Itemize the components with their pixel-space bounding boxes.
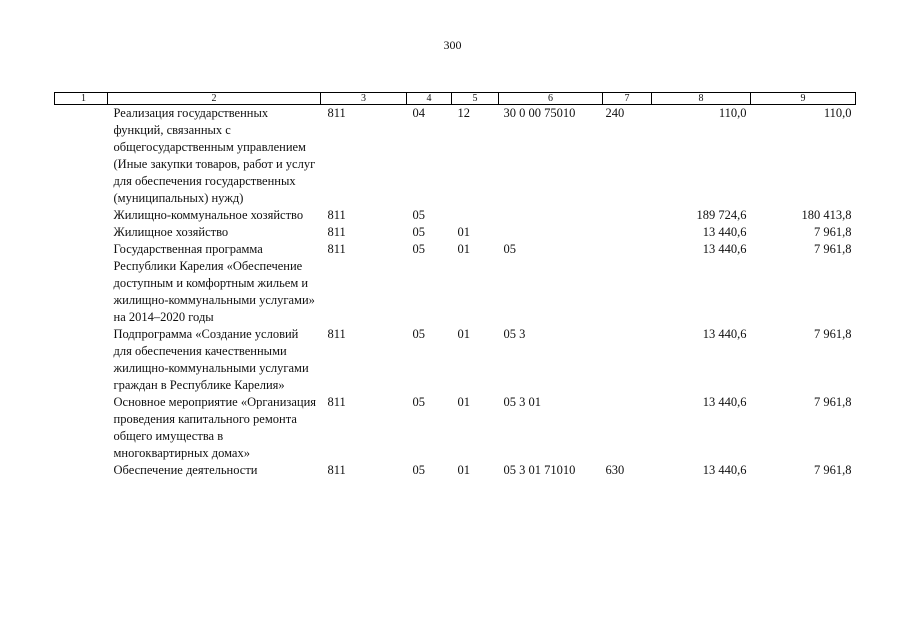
subsection-code: 01 xyxy=(457,327,470,341)
amount-year-2: 7 961,8 xyxy=(814,225,852,239)
column-number: 3 xyxy=(321,93,407,105)
amount-year-2: 7 961,8 xyxy=(814,395,852,409)
subsection-code: 12 xyxy=(457,106,470,120)
ministry-code: 811 xyxy=(327,463,346,477)
row-name: Жилищно-коммунальное хозяйство xyxy=(113,208,304,222)
column-number: 7 xyxy=(603,93,652,105)
section-code: 05 xyxy=(412,208,425,222)
row-name: Реализация государственных функций, связанных с общегосударственным управлением (Иные закупки товаров, работ и услуг для обеспечения государственных (муниципальных) нужд) xyxy=(113,106,316,205)
column-number: 2 xyxy=(108,93,321,105)
column-number: 8 xyxy=(652,93,751,105)
amount-year-1: 13 440,6 xyxy=(702,242,747,256)
table-row xyxy=(55,207,856,224)
amount-year-2: 7 961,8 xyxy=(814,327,852,341)
section-code: 05 xyxy=(412,327,425,341)
expense-type-code xyxy=(603,224,652,241)
ministry-code: 811 xyxy=(327,106,346,120)
ministry-code: 811 xyxy=(327,327,346,341)
amount-year-2: 110,0 xyxy=(823,106,852,120)
target-article-code: 05 xyxy=(503,242,516,256)
row-number-cell xyxy=(55,224,108,241)
page-number: 300 xyxy=(443,38,462,52)
section-code: 05 xyxy=(412,463,425,477)
amount-year-1: 110,0 xyxy=(718,106,747,120)
table-row xyxy=(55,105,856,208)
ministry-code: 811 xyxy=(327,395,346,409)
row-number-cell xyxy=(55,241,108,326)
amount-year-1: 13 440,6 xyxy=(702,225,747,239)
amount-year-2: 7 961,8 xyxy=(814,242,852,256)
column-number: 9 xyxy=(751,93,856,105)
row-number-cell xyxy=(55,462,108,479)
row-name: Обеспечение деятельности xyxy=(113,463,258,477)
target-article-code: 05 3 01 xyxy=(503,395,541,409)
target-article-code: 05 3 01 71010 xyxy=(503,463,576,477)
table-row xyxy=(55,462,856,479)
amount-year-1: 13 440,6 xyxy=(702,463,747,477)
subsection-code: 01 xyxy=(457,463,470,477)
table-row xyxy=(55,241,856,326)
target-article-code: 30 0 00 75010 xyxy=(503,106,576,120)
row-number-cell xyxy=(55,207,108,224)
row-name: Жилищное хозяйство xyxy=(113,225,229,239)
row-number-cell xyxy=(55,326,108,394)
subsection-code: 01 xyxy=(457,225,470,239)
amount-year-2: 7 961,8 xyxy=(814,463,852,477)
amount-year-1: 13 440,6 xyxy=(702,327,747,341)
amount-year-1: 13 440,6 xyxy=(702,395,747,409)
column-number: 1 xyxy=(55,93,108,105)
table-row xyxy=(55,394,856,462)
section-code: 04 xyxy=(412,106,425,120)
ministry-code: 811 xyxy=(327,242,346,256)
column-number: 5 xyxy=(452,93,499,105)
row-name: Подпрограмма «Создание условий для обеспечения качественными жилищно-коммунальными услугами граждан в Республике Карелия» xyxy=(113,327,309,392)
subsection-code: 01 xyxy=(457,242,470,256)
subsection-code xyxy=(452,207,499,224)
target-article-code: 05 3 xyxy=(503,327,526,341)
row-name: Государственная программа Республики Карелия «Обеспечение доступным и комфортным жильем и жилищно-коммунальными услугами» на 2014–2020 годы xyxy=(113,242,315,324)
section-code: 05 xyxy=(412,242,425,256)
ministry-code: 811 xyxy=(327,225,346,239)
row-number-cell xyxy=(55,105,108,208)
expense-type-code: 240 xyxy=(605,106,625,120)
column-number: 4 xyxy=(407,93,452,105)
row-number-cell xyxy=(55,394,108,462)
ministry-code: 811 xyxy=(327,208,346,222)
table-row xyxy=(55,224,856,241)
table-row xyxy=(55,326,856,394)
budget-table xyxy=(54,92,856,479)
amount-year-1: 189 724,6 xyxy=(696,208,747,222)
column-number-row xyxy=(55,93,856,105)
subsection-code: 01 xyxy=(457,395,470,409)
expense-type-code xyxy=(603,207,652,224)
expense-type-code: 630 xyxy=(605,463,625,477)
target-article-code xyxy=(499,207,603,224)
expense-type-code xyxy=(603,326,652,394)
column-number: 6 xyxy=(499,93,603,105)
expense-type-code xyxy=(603,394,652,462)
amount-year-2: 180 413,8 xyxy=(801,208,852,222)
row-name: Основное мероприятие «Организация проведения капитального ремонта общего имущества в многоквартирных домах» xyxy=(113,395,317,460)
section-code: 05 xyxy=(412,395,425,409)
target-article-code xyxy=(499,224,603,241)
expense-type-code xyxy=(603,241,652,326)
section-code: 05 xyxy=(412,225,425,239)
